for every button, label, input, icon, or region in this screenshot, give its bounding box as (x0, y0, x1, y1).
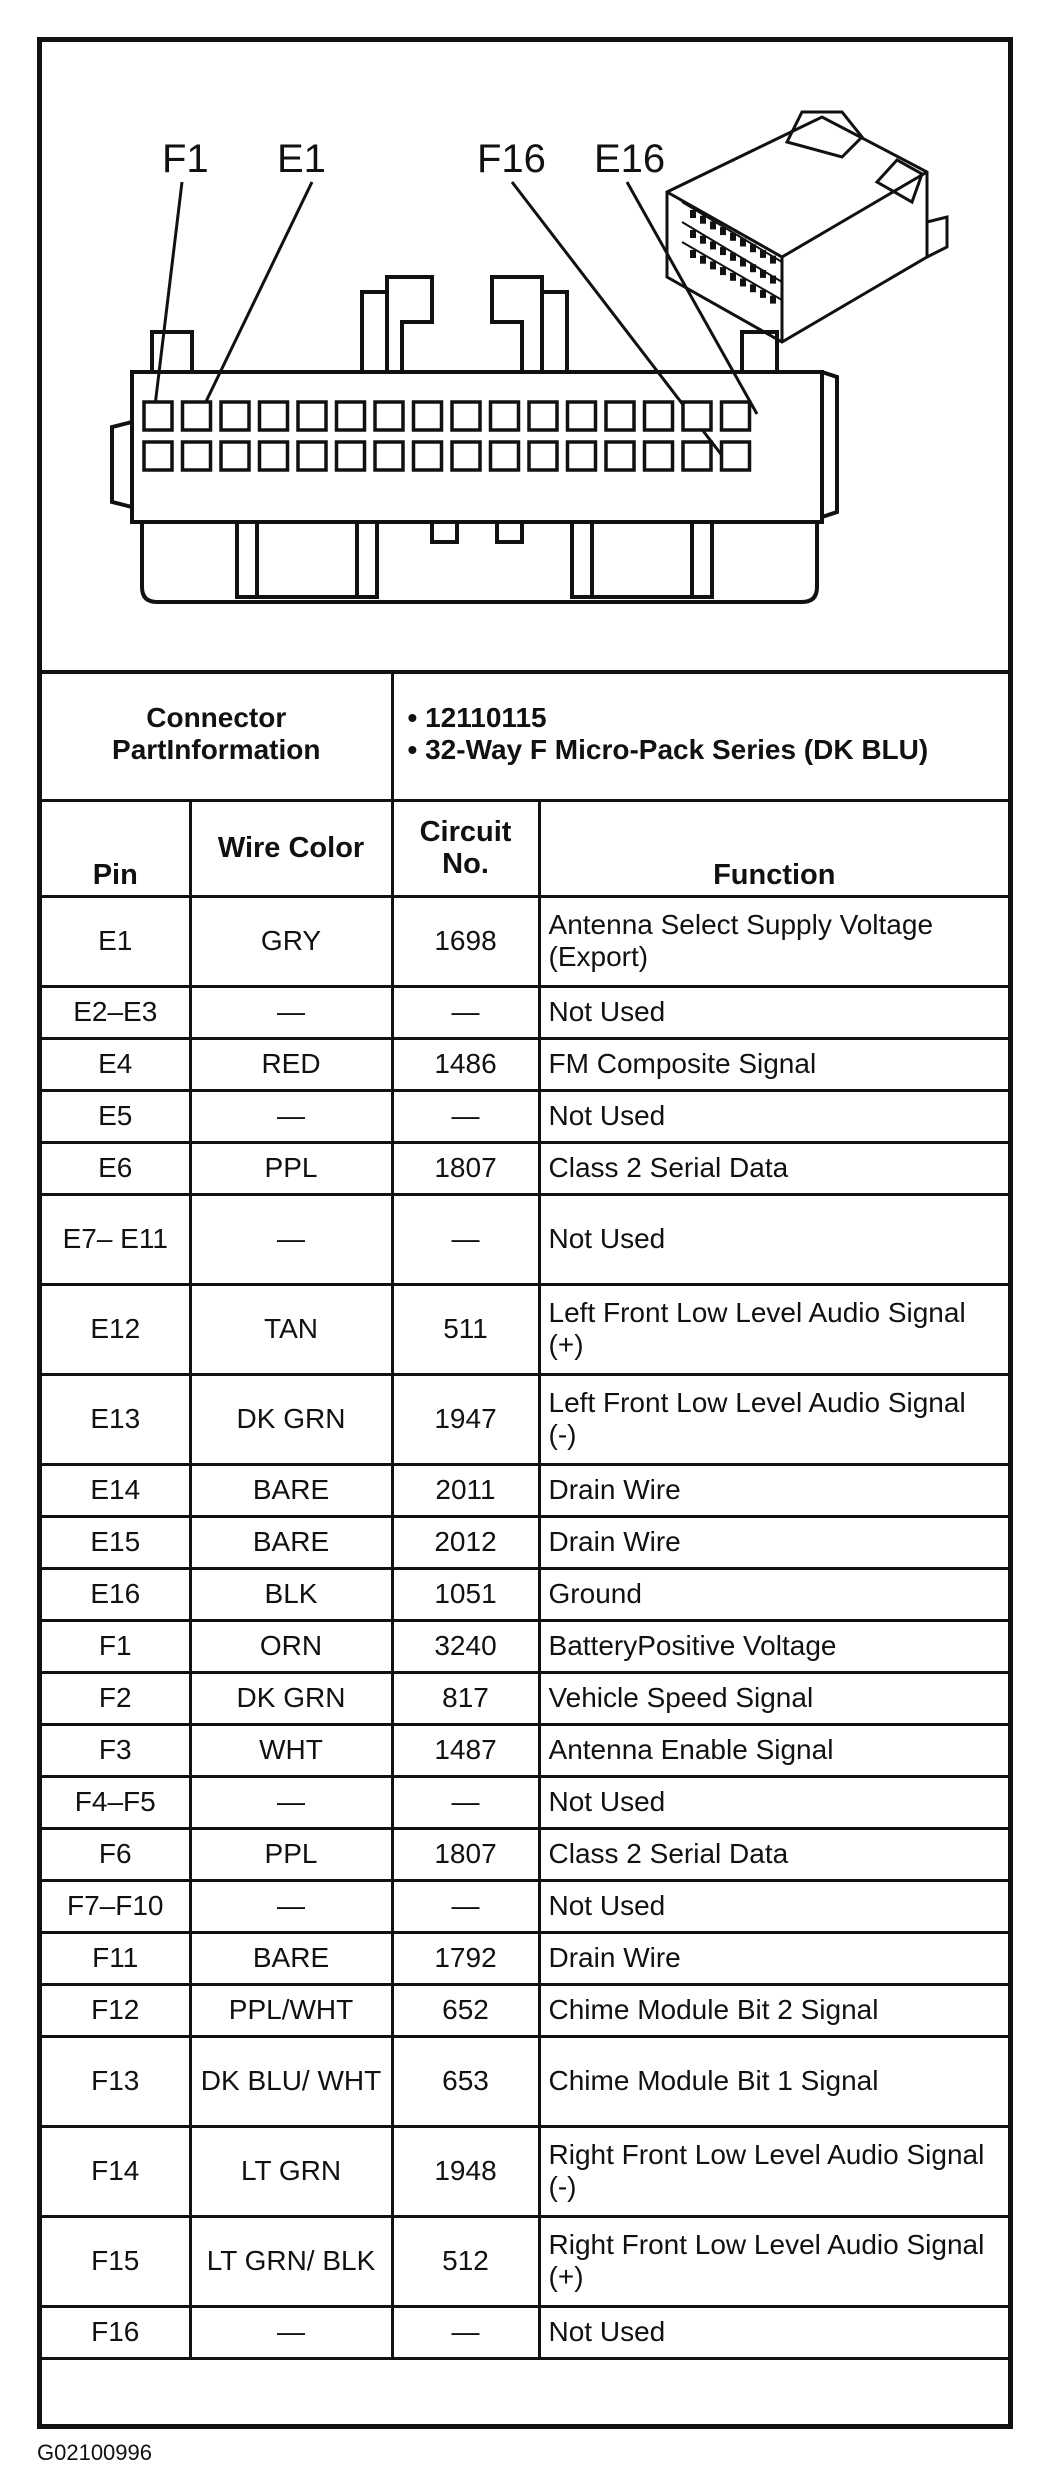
pin-cell: E13 (42, 1374, 190, 1464)
function-cell: Not Used (539, 1194, 1008, 1284)
pin-cavity (144, 442, 172, 470)
table-row (42, 1142, 1008, 1194)
circuit-cell: 1947 (392, 1374, 539, 1464)
wire-color-cell: PPL (190, 1828, 392, 1880)
pin-cell: E7– E11 (42, 1194, 190, 1284)
pin-cell: E2–E3 (42, 986, 190, 1038)
thumb-cavity (750, 264, 756, 272)
circuit-cell: 817 (392, 1672, 539, 1724)
function-cell: FM Composite Signal (539, 1038, 1008, 1090)
pin-cavity (260, 402, 288, 430)
pin-cavity (452, 442, 480, 470)
thumb-cavity (740, 239, 746, 247)
pin-cavity (298, 442, 326, 470)
wire-color-cell: DK BLU/ WHT (190, 2036, 392, 2126)
table-row (42, 1568, 1008, 1620)
connector-info-row (42, 670, 1008, 800)
pin-cavity (337, 442, 365, 470)
connector-part-info (392, 670, 1008, 800)
table-row (42, 1194, 1008, 1284)
pin-cavity (221, 402, 249, 430)
pin-cell: F14 (42, 2126, 190, 2216)
wire-color-cell: RED (190, 1038, 392, 1090)
figure-code: G02100996 (37, 2440, 152, 2465)
circuit-cell: 653 (392, 2036, 539, 2126)
thumb-cavity (710, 221, 716, 229)
thumb-cavity (690, 250, 696, 258)
thumb-cavity (700, 216, 706, 224)
pin-cell: F4–F5 (42, 1776, 190, 1828)
function-cell: Class 2 Serial Data (539, 1142, 1008, 1194)
function-cell: Ground (539, 1568, 1008, 1620)
wire-color-cell: BARE (190, 1464, 392, 1516)
pin-cell: F15 (42, 2216, 190, 2306)
pin-cavity (452, 402, 480, 430)
circuit-cell: 1051 (392, 1568, 539, 1620)
connector-part-label: Connector PartInformation (42, 670, 392, 800)
pin-cell: E6 (42, 1142, 190, 1194)
wire-color-cell: DK GRN (190, 1374, 392, 1464)
pin-cavity (375, 442, 403, 470)
function-cell: Antenna Select Supply Voltage (Export) (539, 896, 1008, 986)
part-number: • 12110115 (407, 702, 547, 734)
wire-color-cell: — (190, 1880, 392, 1932)
circuit-cell: — (392, 986, 539, 1038)
pin-cell: E5 (42, 1090, 190, 1142)
pin-cavity (298, 402, 326, 430)
thumb-cavity (770, 256, 776, 264)
circuit-cell: 1948 (392, 2126, 539, 2216)
pin-cavity (606, 402, 634, 430)
function-cell: Chime Module Bit 1 Signal (539, 2036, 1008, 2126)
circuit-cell: — (392, 1880, 539, 1932)
thumb-cavity (690, 210, 696, 218)
pin-label-e16: E16 (594, 137, 666, 181)
thumb-cavity (740, 259, 746, 267)
circuit-cell: — (392, 1776, 539, 1828)
pinout-table (42, 670, 1008, 2360)
pin-cavity (683, 442, 711, 470)
pin-cavity (183, 442, 211, 470)
circuit-cell: 2011 (392, 1464, 539, 1516)
wire-color-cell: BARE (190, 1516, 392, 1568)
circuit-cell: 1807 (392, 1828, 539, 1880)
table-row (42, 1090, 1008, 1142)
function-cell: Antenna Enable Signal (539, 1724, 1008, 1776)
function-cell: Drain Wire (539, 1932, 1008, 1984)
header-function: Function (539, 800, 1008, 896)
thumb-cavity (710, 261, 716, 269)
table-header-row (42, 800, 1008, 896)
pin-cavity (568, 442, 596, 470)
function-cell: Left Front Low Level Audio Signal (-) (539, 1374, 1008, 1464)
wire-color-cell: PPL/WHT (190, 1984, 392, 2036)
pin-cell: F12 (42, 1984, 190, 2036)
wire-color-cell: WHT (190, 1724, 392, 1776)
thumb-cavity (730, 233, 736, 241)
circuit-cell: 1486 (392, 1038, 539, 1090)
header-circuit-no: Circuit No. (392, 800, 539, 896)
circuit-cell: 1698 (392, 896, 539, 986)
table-row (42, 1984, 1008, 2036)
thumb-cavity (720, 227, 726, 235)
pin-cavity (606, 442, 634, 470)
pin-cell: E15 (42, 1516, 190, 1568)
pin-cavity (183, 402, 211, 430)
header-pin: Pin (42, 800, 190, 896)
thumb-cavity (740, 279, 746, 287)
connector-drawing (42, 42, 1008, 670)
part-series: • 32-Way F Micro-Pack Series (DK BLU) (407, 734, 929, 766)
pin-cavity (529, 402, 557, 430)
wire-color-cell: — (190, 1090, 392, 1142)
table-row (42, 1038, 1008, 1090)
table-row (42, 1374, 1008, 1464)
circuit-cell: 652 (392, 1984, 539, 2036)
connector-document (37, 37, 1013, 2429)
wire-color-cell: DK GRN (190, 1672, 392, 1724)
function-cell: Chime Module Bit 2 Signal (539, 1984, 1008, 2036)
pin-cavity (491, 402, 519, 430)
function-cell: Drain Wire (539, 1464, 1008, 1516)
pin-cavity (414, 442, 442, 470)
function-cell: Not Used (539, 2306, 1008, 2358)
pin-cell: E4 (42, 1038, 190, 1090)
pin-label-e1: E1 (277, 137, 326, 181)
function-cell: Drain Wire (539, 1516, 1008, 1568)
table-row (42, 1828, 1008, 1880)
pin-cell: F6 (42, 1828, 190, 1880)
table-row (42, 2306, 1008, 2358)
pin-cell: E14 (42, 1464, 190, 1516)
function-cell: Right Front Low Level Audio Signal (+) (539, 2216, 1008, 2306)
pin-cell: F7–F10 (42, 1880, 190, 1932)
pin-cell: E12 (42, 1284, 190, 1374)
thumb-cavity (730, 253, 736, 261)
circuit-cell: 512 (392, 2216, 539, 2306)
pin-cavity (645, 402, 673, 430)
function-cell: Class 2 Serial Data (539, 1828, 1008, 1880)
function-cell: Right Front Low Level Audio Signal (-) (539, 2126, 1008, 2216)
table-row (42, 2036, 1008, 2126)
header-wire-color: Wire Color (190, 800, 392, 896)
pin-cavity (260, 442, 288, 470)
thumb-cavity (700, 256, 706, 264)
pin-cavity (683, 402, 711, 430)
circuit-cell: 1487 (392, 1724, 539, 1776)
wire-color-cell: PPL (190, 1142, 392, 1194)
table-row (42, 1672, 1008, 1724)
pin-cavity (491, 442, 519, 470)
thumb-cavity (760, 270, 766, 278)
wire-color-cell: ORN (190, 1620, 392, 1672)
pin-cell: F3 (42, 1724, 190, 1776)
pin-cell: F13 (42, 2036, 190, 2126)
thumb-cavity (760, 290, 766, 298)
circuit-cell: 511 (392, 1284, 539, 1374)
table-row (42, 1724, 1008, 1776)
pin-cavity (221, 442, 249, 470)
function-cell: Not Used (539, 1776, 1008, 1828)
table-row (42, 1516, 1008, 1568)
thumb-cavity (750, 284, 756, 292)
thumb-cavity (760, 250, 766, 258)
table-row (42, 1776, 1008, 1828)
pin-cell: F2 (42, 1672, 190, 1724)
thumb-cavity (710, 241, 716, 249)
wire-color-cell: — (190, 1776, 392, 1828)
wire-color-cell: BARE (190, 1932, 392, 1984)
wire-color-cell: — (190, 2306, 392, 2358)
circuit-cell: 1807 (392, 1142, 539, 1194)
pin-cavity (645, 442, 673, 470)
table-row (42, 1284, 1008, 1374)
wire-color-cell: BLK (190, 1568, 392, 1620)
pin-cavity (722, 442, 750, 470)
table-row (42, 2126, 1008, 2216)
thumb-cavity (700, 236, 706, 244)
pin-cell: E1 (42, 896, 190, 986)
wire-color-cell: LT GRN/ BLK (190, 2216, 392, 2306)
wire-color-cell: — (190, 1194, 392, 1284)
thumb-cavity (720, 267, 726, 275)
circuit-cell: 2012 (392, 1516, 539, 1568)
thumb-cavity (770, 296, 776, 304)
thumb-cavity (730, 273, 736, 281)
connector-diagram (42, 42, 1008, 674)
wire-color-cell: LT GRN (190, 2126, 392, 2216)
pin-cavity (568, 402, 596, 430)
wire-color-cell: GRY (190, 896, 392, 986)
wire-color-cell: — (190, 986, 392, 1038)
circuit-cell: 3240 (392, 1620, 539, 1672)
circuit-cell: — (392, 1194, 539, 1284)
pin-cavity (529, 442, 557, 470)
pin-label-f1: F1 (162, 137, 209, 181)
table-row (42, 896, 1008, 986)
pin-cavity (414, 402, 442, 430)
pin-cavity (337, 402, 365, 430)
function-cell: Not Used (539, 1090, 1008, 1142)
pin-cell: F1 (42, 1620, 190, 1672)
pin-cavity (144, 402, 172, 430)
table-row (42, 2216, 1008, 2306)
circuit-cell: — (392, 1090, 539, 1142)
pin-cell: F11 (42, 1932, 190, 1984)
table-row (42, 1620, 1008, 1672)
thumb-cavity (690, 230, 696, 238)
thumb-cavity (750, 244, 756, 252)
table-row (42, 986, 1008, 1038)
circuit-cell: — (392, 2306, 539, 2358)
function-cell: BatteryPositive Voltage (539, 1620, 1008, 1672)
table-row (42, 1880, 1008, 1932)
function-cell: Not Used (539, 1880, 1008, 1932)
thumb-cavity (770, 276, 776, 284)
wire-color-cell: TAN (190, 1284, 392, 1374)
pin-cavity (375, 402, 403, 430)
function-cell: Vehicle Speed Signal (539, 1672, 1008, 1724)
function-cell: Not Used (539, 986, 1008, 1038)
thumb-cavity (720, 247, 726, 255)
table-row (42, 1464, 1008, 1516)
pin-cavity (722, 402, 750, 430)
circuit-cell: 1792 (392, 1932, 539, 1984)
pin-cell: E16 (42, 1568, 190, 1620)
function-cell: Left Front Low Level Audio Signal (+) (539, 1284, 1008, 1374)
pin-label-f16: F16 (477, 137, 546, 181)
pin-cell: F16 (42, 2306, 190, 2358)
table-row (42, 1932, 1008, 1984)
